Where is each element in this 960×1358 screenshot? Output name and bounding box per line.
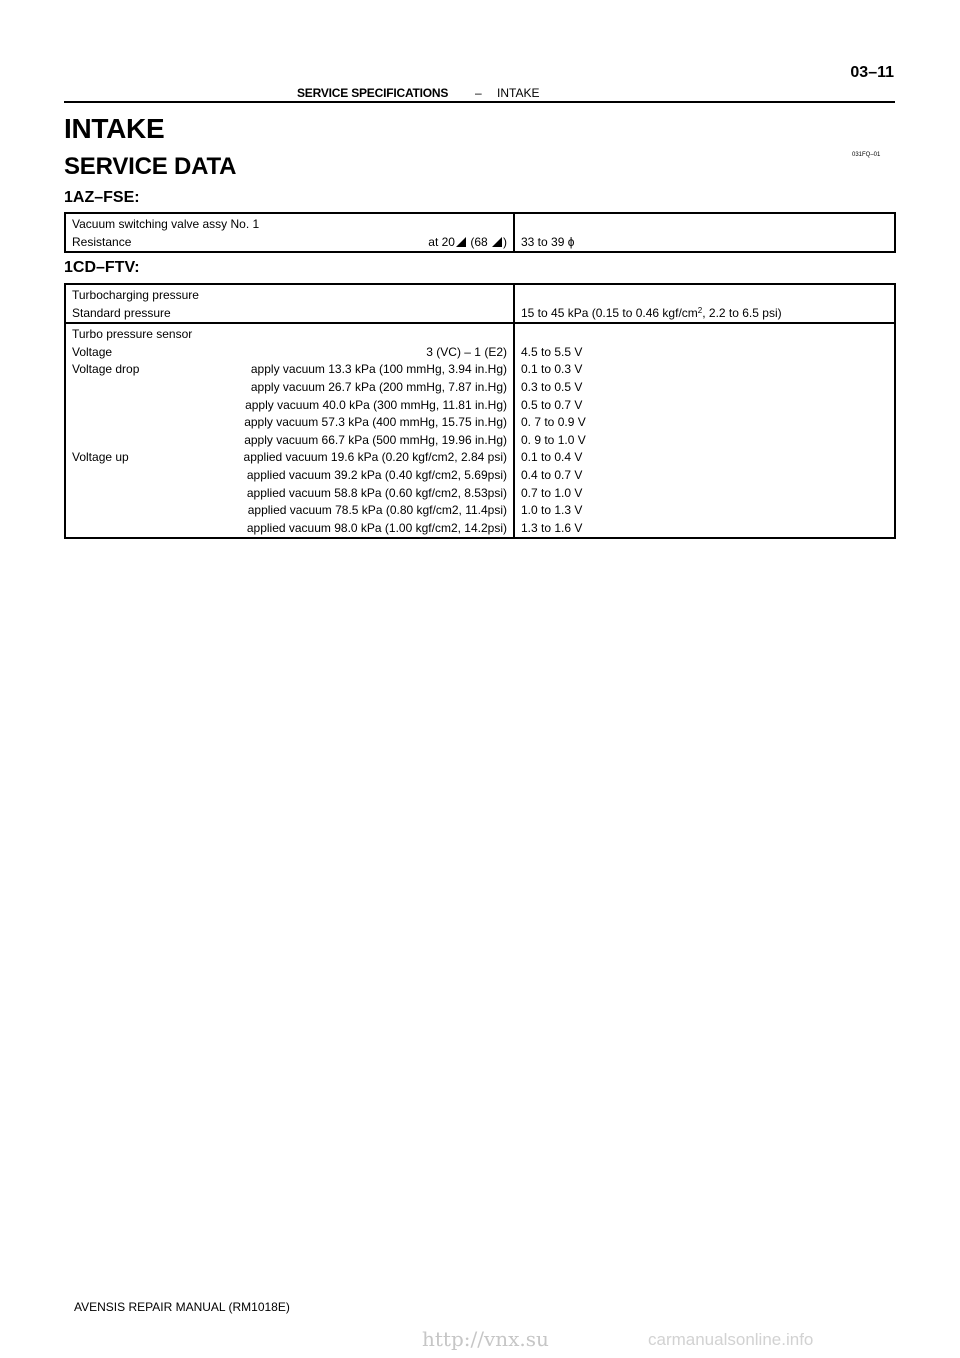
table-row bbox=[65, 213, 895, 252]
spec-item-label: Vacuum switching valve assy No. 1 bbox=[72, 217, 260, 231]
sensor-line bbox=[72, 397, 507, 415]
sensor-condition: applied vacuum 19.6 kPa (0.20 kgf/cm2, 2.84 psi) bbox=[243, 450, 507, 465]
sensor-value: 0. 7 to 0.9 V bbox=[521, 415, 586, 430]
sensor-condition: 3 (VC) – 1 (E2) bbox=[426, 344, 507, 359]
spec-cell-value bbox=[514, 284, 895, 323]
sensor-condition: apply vacuum 26.7 kPa (200 mmHg, 7.87 in.Hg) bbox=[250, 379, 507, 394]
header-section-title: SERVICE SPECIFICATIONS bbox=[297, 86, 449, 100]
spec-table-1cd bbox=[64, 283, 896, 539]
sensor-label: Voltage up bbox=[72, 450, 129, 465]
spec-line bbox=[72, 305, 507, 323]
sensor-line bbox=[72, 432, 507, 450]
engine-heading-1az: 1AZ–FSE: bbox=[64, 189, 140, 206]
sensor-value: 1.3 to 1.6 V bbox=[521, 520, 583, 535]
header-separator: – bbox=[475, 86, 482, 100]
sensor-value: 0.5 to 0.7 V bbox=[521, 397, 583, 412]
table-row bbox=[65, 284, 895, 323]
watermark-site: carmanualsonline.info bbox=[648, 1330, 814, 1349]
sensor-condition: apply vacuum 57.3 kPa (400 mmHg, 15.75 in.Hg) bbox=[244, 415, 507, 430]
sensor-value: 0.4 to 0.7 V bbox=[521, 467, 583, 482]
page-title: INTAKE bbox=[64, 113, 165, 144]
spec-value bbox=[521, 305, 888, 323]
sensor-value: 4.5 to 5.5 V bbox=[521, 344, 583, 359]
sensor-value: 0.1 to 0.4 V bbox=[521, 450, 583, 465]
page-number: 03–11 bbox=[850, 64, 894, 81]
spec-cell-value bbox=[514, 213, 895, 252]
document-id: 031FQ–01 bbox=[852, 152, 881, 158]
spec-item-label: Turbo pressure sensor bbox=[72, 327, 193, 342]
sensor-label: Voltage drop bbox=[72, 362, 140, 377]
spec-condition bbox=[428, 234, 507, 252]
sensor-condition: applied vacuum 39.2 kPa (0.40 kgf/cm2, 5.69psi) bbox=[246, 467, 507, 482]
sensor-line bbox=[72, 361, 507, 379]
degree-c-icon bbox=[455, 236, 467, 248]
sensor-label: Voltage bbox=[72, 344, 113, 359]
sensor-line bbox=[72, 414, 507, 432]
value-prefix: 15 to 45 kPa (0.15 to 0.46 kgf/cm bbox=[521, 305, 698, 320]
header-rule bbox=[64, 101, 895, 103]
condition-prefix: at 20 bbox=[428, 234, 455, 249]
spec-table-1az bbox=[64, 212, 896, 253]
sensor-condition: applied vacuum 58.8 kPa (0.60 kgf/cm2, 8.53psi) bbox=[246, 485, 507, 500]
sensor-line bbox=[72, 379, 507, 397]
watermark-link: http://vnx.su bbox=[422, 1327, 549, 1351]
sensor-condition: apply vacuum 13.3 kPa (100 mmHg, 3.94 in.Hg) bbox=[250, 362, 507, 377]
sensor-value: 0.1 to 0.3 V bbox=[521, 362, 583, 377]
spec-line bbox=[72, 216, 507, 234]
spec-cell-value bbox=[514, 323, 895, 538]
sensor-condition: applied vacuum 78.5 kPa (0.80 kgf/cm2, 11.4psi) bbox=[247, 503, 507, 518]
sensor-line bbox=[72, 467, 507, 485]
degree-f-icon bbox=[491, 236, 503, 248]
sensor-value: 0.7 to 1.0 V bbox=[521, 485, 583, 500]
spec-cell-condition bbox=[65, 284, 514, 323]
value-suffix: , 2.2 to 6.5 psi) bbox=[702, 305, 782, 320]
spec-item-label: Turbocharging pressure bbox=[72, 288, 199, 302]
engine-heading-1cd: 1CD–FTV: bbox=[64, 259, 140, 276]
sensor-line bbox=[72, 502, 507, 520]
spec-sub-label: Resistance bbox=[72, 234, 132, 249]
sensor-line bbox=[72, 485, 507, 503]
footer-manual-id: AVENSIS REPAIR MANUAL (RM1018E) bbox=[74, 1300, 290, 1314]
spec-cell-condition bbox=[65, 213, 514, 252]
table-row bbox=[65, 323, 895, 538]
condition-suffix: ) bbox=[503, 234, 507, 249]
value-superscript: 2 bbox=[697, 305, 703, 315]
condition-mid: (68 bbox=[466, 234, 491, 249]
header-subsection: INTAKE bbox=[497, 86, 540, 100]
sensor-line bbox=[72, 449, 507, 467]
spec-line bbox=[72, 234, 507, 252]
spec-cell-condition bbox=[65, 323, 514, 538]
sensor-value: 0.3 to 0.5 V bbox=[521, 379, 583, 394]
page-subtitle: SERVICE DATA bbox=[64, 153, 237, 180]
sensor-condition: apply vacuum 40.0 kPa (300 mmHg, 11.81 in.Hg) bbox=[245, 397, 507, 412]
sensor-condition: applied vacuum 98.0 kPa (1.00 kgf/cm2, 14.2psi) bbox=[246, 520, 507, 535]
sensor-value: 1.0 to 1.3 V bbox=[521, 503, 583, 518]
spec-sub-label: Standard pressure bbox=[72, 305, 171, 320]
sensor-value: 0. 9 to 1.0 V bbox=[521, 432, 586, 447]
spec-line bbox=[72, 287, 507, 305]
sensor-line bbox=[72, 344, 507, 362]
sensor-condition: apply vacuum 66.7 kPa (500 mmHg, 19.96 in.Hg) bbox=[244, 432, 507, 447]
spec-line bbox=[72, 326, 507, 344]
spec-value: 33 to 39 ϕ bbox=[521, 234, 575, 249]
sensor-line bbox=[72, 520, 507, 538]
